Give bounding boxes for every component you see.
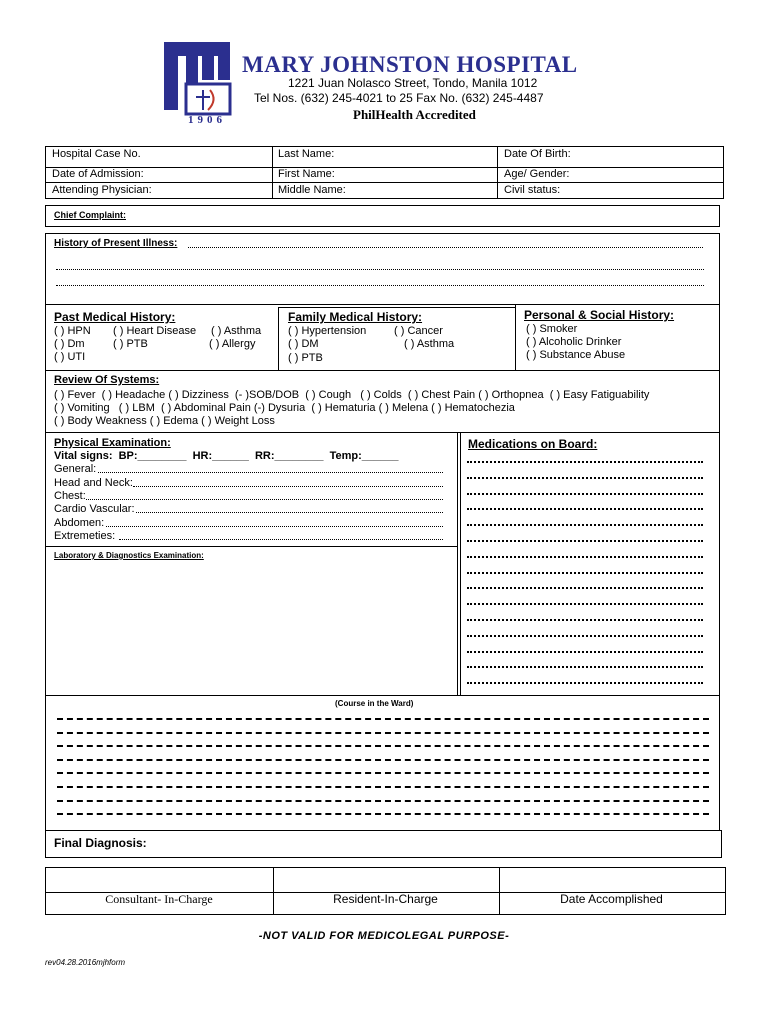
first-name-field[interactable]: First Name: [278, 168, 335, 180]
medication-line[interactable] [467, 508, 703, 510]
course-line[interactable] [57, 772, 709, 774]
exam-chest-label: Chest: [54, 490, 86, 502]
exam-divider [45, 546, 457, 547]
family-hypertension-checkbox[interactable]: ( ) Hypertension [288, 325, 367, 337]
exam-head-neck-label: Head and Neck: [54, 477, 133, 489]
consultant-label: Consultant- In-Charge [105, 892, 213, 906]
medication-line[interactable] [467, 461, 703, 463]
past-heart-disease-checkbox[interactable]: ( ) Heart Disease [113, 325, 197, 337]
history-divider [278, 307, 515, 308]
exam-cardio-line[interactable] [136, 512, 443, 513]
consultant-signature-field[interactable] [46, 868, 272, 891]
family-asthma-checkbox[interactable]: ( ) Asthma [404, 338, 455, 350]
past-hpn-checkbox[interactable]: ( ) HPN [54, 325, 91, 337]
chief-complaint-label: Chief Complaint: [54, 210, 126, 220]
middle-name-field[interactable]: Middle Name: [278, 184, 346, 196]
final-diagnosis-label: Final Diagnosis: [54, 836, 147, 850]
past-dm-checkbox[interactable]: ( ) Dm [54, 338, 85, 350]
history-divider [515, 304, 516, 371]
case-no-field[interactable]: Hospital Case No. [52, 148, 141, 160]
hospital-address: 1221 Juan Nolasco Street, Tondo, Manila 1012 [288, 76, 538, 90]
hospital-phones: Tel Nos. (632) 245-4021 to 25 Fax No. (632) 245-4487 [254, 91, 544, 105]
exam-divider [457, 432, 458, 696]
medication-line[interactable] [467, 682, 703, 684]
ros-line-3[interactable]: ( ) Body Weakness ( ) Edema ( ) Weight Loss [54, 415, 275, 427]
ros-line-2[interactable]: ( ) Vomiting ( ) LBM ( ) Abdominal Pain (-) Dysuria ( ) Hematuria ( ) Melena ( ) Hematochezia [54, 402, 515, 414]
past-allergy-checkbox[interactable]: ( ) Allergy [209, 338, 256, 350]
physician-field[interactable]: Attending Physician: [52, 184, 152, 196]
course-line[interactable] [57, 745, 709, 747]
hpi-line [188, 247, 703, 248]
medication-line[interactable] [467, 635, 703, 637]
resident-signature-field[interactable] [273, 868, 498, 891]
date-signature-field[interactable] [499, 868, 724, 891]
personal-social-title: Personal & Social History: [524, 308, 675, 322]
course-line[interactable] [57, 813, 709, 815]
exam-general-line[interactable] [98, 472, 443, 473]
dob-field[interactable]: Date Of Birth: [504, 148, 571, 160]
history-divider [278, 307, 279, 371]
medication-line[interactable] [467, 603, 703, 605]
course-section[interactable] [45, 695, 720, 831]
past-asthma-checkbox[interactable]: ( ) Asthma [211, 325, 262, 337]
medication-line[interactable] [467, 587, 703, 589]
alcoholic-checkbox[interactable]: ( ) Alcoholic Drinker [526, 336, 622, 348]
medication-line[interactable] [467, 540, 703, 542]
past-medical-title: Past Medical History: [54, 310, 176, 324]
course-line[interactable] [57, 800, 709, 802]
medication-line[interactable] [467, 572, 703, 574]
physical-exam-title: Physical Examination: [54, 437, 171, 449]
civil-status-field[interactable]: Civil status: [504, 184, 561, 196]
admission-date-field[interactable]: Date of Admission: [52, 168, 144, 180]
lab-exam-label: Laboratory & Diagnostics Examination: [54, 551, 204, 560]
logo-year: 1906 [188, 114, 226, 126]
exam-general-label: General: [54, 463, 97, 475]
medication-line[interactable] [467, 477, 703, 479]
medication-line[interactable] [467, 651, 703, 653]
medication-line[interactable] [467, 524, 703, 526]
revision-code: rev04.28.2016mjhform [45, 958, 126, 967]
substance-checkbox[interactable]: ( ) Substance Abuse [526, 349, 626, 361]
exam-abdomen-line[interactable] [106, 526, 443, 527]
past-uti-checkbox[interactable]: ( ) UTI [54, 351, 86, 363]
family-dm-checkbox[interactable]: ( ) DM [288, 338, 319, 350]
medication-line[interactable] [467, 619, 703, 621]
course-line[interactable] [57, 718, 709, 720]
medications-title: Medications on Board: [468, 437, 598, 451]
medication-line[interactable] [467, 493, 703, 495]
exam-chest-line[interactable] [86, 499, 443, 500]
last-name-field[interactable]: Last Name: [278, 148, 335, 160]
past-ptb-checkbox[interactable]: ( ) PTB [113, 338, 148, 350]
exam-abdomen-label: Abdomen: [54, 517, 105, 529]
course-line[interactable] [57, 759, 709, 761]
ros-line-1[interactable]: ( ) Fever ( ) Headache ( ) Dizziness (- )SOB/DOB ( ) Cough ( ) Colds ( ) Chest Pain ( ) Orthopnea ( ) Easy Fatiguability [54, 389, 650, 401]
medicolegal-notice: -NOT VALID FOR MEDICOLEGAL PURPOSE- [258, 930, 510, 942]
hospital-name: MARY JOHNSTON HOSPITAL [242, 52, 578, 77]
course-line[interactable] [57, 786, 709, 788]
smoker-checkbox[interactable]: ( ) Smoker [526, 323, 578, 335]
family-ptb-checkbox[interactable]: ( ) PTB [288, 352, 323, 364]
family-cancer-checkbox[interactable]: ( ) Cancer [394, 325, 443, 337]
course-label: (Course in the Ward) [335, 699, 414, 708]
hpi-label: History of Present Illness: [54, 238, 178, 249]
exam-head-neck-line[interactable] [133, 486, 443, 487]
exam-extremeties-label: Extremeties: [54, 530, 116, 542]
course-line[interactable] [57, 732, 709, 734]
vital-signs-field[interactable]: Vital signs: BP:________ HR:______ RR:________ Temp:______ [54, 450, 399, 462]
medication-line[interactable] [467, 666, 703, 668]
exam-cardio-label: Cardio Vascular: [54, 503, 135, 515]
hpi-line [56, 269, 704, 270]
hpi-line [56, 285, 704, 286]
chief-complaint-box[interactable] [45, 205, 720, 227]
exam-divider [460, 432, 461, 696]
date-accomplished-label: Date Accomplished [560, 892, 663, 906]
accreditation: PhilHealth Accredited [353, 107, 476, 122]
age-gender-field[interactable]: Age/ Gender: [504, 168, 570, 180]
ros-title: Review Of Systems: [54, 374, 160, 386]
family-medical-title: Family Medical History: [288, 310, 423, 324]
exam-extremeties-line[interactable] [119, 539, 443, 540]
medication-line[interactable] [467, 556, 703, 558]
resident-label: Resident-In-Charge [333, 892, 438, 906]
